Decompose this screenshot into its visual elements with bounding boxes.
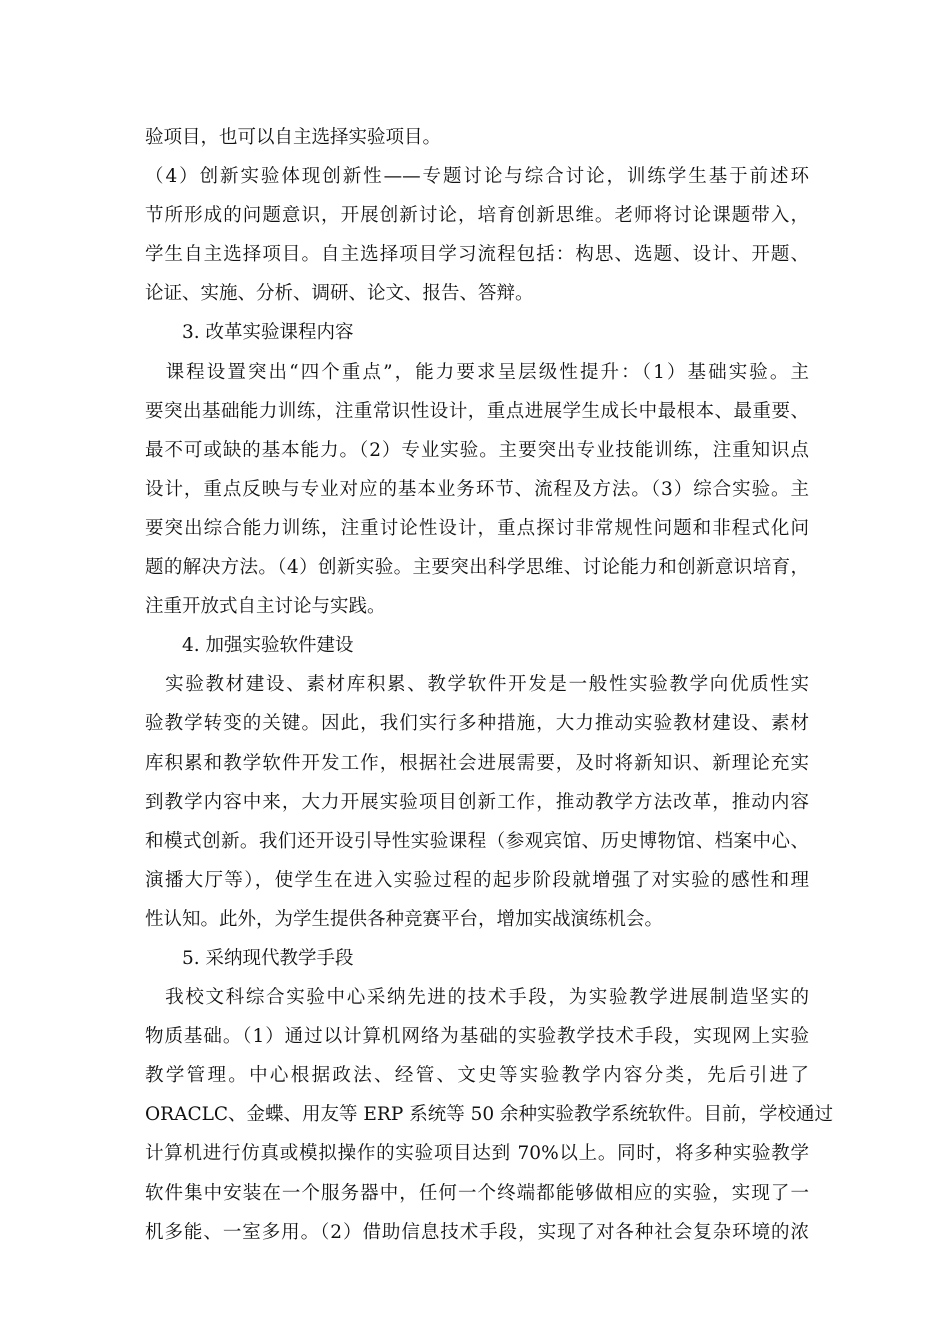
- text-line: 教学管理。中心根据政法、经管、文史等实验教学内容分类，先后引进了: [145, 1065, 809, 1087]
- text-line: 验教学转变的关键。因此，我们实行多种措施，大力推动实验教材建设、素材: [145, 713, 809, 735]
- text-line: （4）创新实验体现创新性——专题讨论与综合讨论，训练学生基于前述环: [145, 166, 809, 188]
- text-line: 演播大厅等），使学生在进入实验过程的起步阶段就增强了对实验的感性和理: [145, 869, 809, 891]
- text-line: 库积累和教学软件开发工作，根据社会进展需要，及时将新知识、新理论充实: [145, 752, 809, 774]
- text-line: 实验教材建设、素材库积累、教学软件开发是一般性实验教学向优质性实: [145, 674, 809, 696]
- text-line: 节所形成的问题意识，开展创新讨论，培育创新思维。老师将讨论课题带入，: [145, 205, 809, 227]
- text-line: 机多能、一室多用。（2）借助信息技术手段，实现了对各种社会复杂环境的浓: [145, 1221, 809, 1243]
- text-line: 软件集中安装在一个服务器中，任何一个终端都能够做相应的实验，实现了一: [145, 1182, 809, 1204]
- text-line: 学生自主选择项目。自主选择项目学习流程包括：构思、选题、设计、开题、: [145, 244, 809, 266]
- text-line: ORACLC、金蝶、用友等 ERP 系统等 50 余种实验教学系统软件。目前，学校通过: [145, 1104, 833, 1126]
- section-heading: 3. 改革实验课程内容: [182, 322, 354, 344]
- text-line: 要突出综合能力训练，注重讨论性设计，重点探讨非常规性问题和非程式化问: [145, 517, 809, 539]
- text-line: 要突出基础能力训练，注重常识性设计，重点进展学生成长中最根本、最重要、: [145, 400, 809, 422]
- section-heading: 4. 加强实验软件建设: [182, 635, 354, 657]
- text-line: 物质基础。（1）通过以计算机网络为基础的实验教学技术手段，实现网上实验: [145, 1026, 809, 1048]
- section-heading: 5. 采纳现代教学手段: [182, 947, 354, 969]
- text-line: 计算机进行仿真或模拟操作的实验项目达到 70%以上。同时，将多种实验教学: [145, 1143, 809, 1165]
- text-line: 性认知。此外，为学生提供各种竞赛平台，增加实战演练机会。: [145, 908, 664, 930]
- document-body: [145, 118, 833, 1252]
- text-line: 设计，重点反映与专业对应的基本业务环节、流程及方法。（3）综合实验。主: [145, 478, 809, 500]
- text-line: 论证、实施、分析、调研、论文、报告、答辩。: [145, 283, 534, 305]
- text-line: 和模式创新。我们还开设引导性实验课程（参观宾馆、历史博物馆、档案中心、: [145, 830, 809, 852]
- text-line: 注重开放式自主讨论与实践。: [145, 596, 386, 618]
- text-line: 题的解决方法。（4）创新实验。主要突出科学思维、讨论能力和创新意识培育，: [145, 557, 809, 579]
- text-line: 到教学内容中来，大力开展实验项目创新工作，推动教学方法改革，推动内容: [145, 791, 809, 813]
- text-line: 最不可或缺的基本能力。（2）专业实验。主要突出专业技能训练，注重知识点: [145, 439, 809, 461]
- text-line: 课程设置突出“四个重点”，能力要求呈层级性提升：（1）基础实验。主: [145, 361, 809, 383]
- text-line: 验项目，也可以自主选择实验项目。: [145, 127, 442, 148]
- text-line: 我校文科综合实验中心采纳先进的技术手段，为实验教学进展制造坚实的: [145, 987, 809, 1009]
